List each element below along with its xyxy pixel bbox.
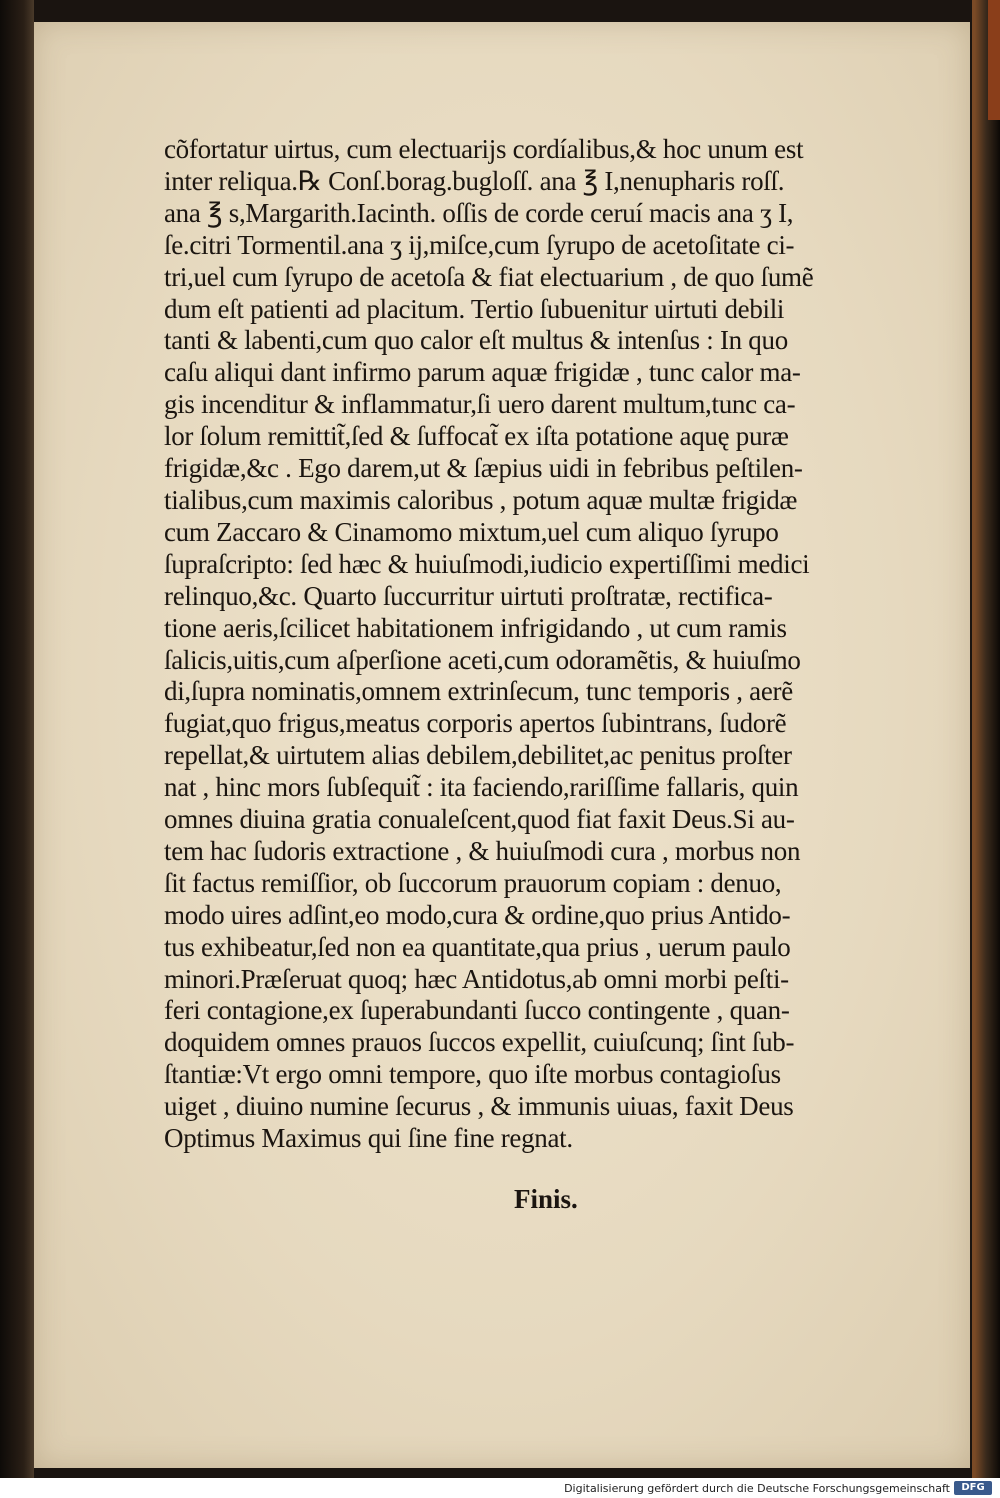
text-line: Optimus Maximus qui ſine fine regnat.: [164, 1123, 573, 1154]
text-line: minori.Præſeruat quoq; hæc Antidotus,ab omni morbi peſti-: [164, 963, 789, 994]
text-line: uiget , diuino numine ſecurus , & immunis uiuas, faxit Deus: [164, 1091, 794, 1122]
text-line: relinquo,&c. Quarto ſuccurritur uirtuti proſtratæ, rectifica-: [164, 580, 773, 611]
text-line: ſe.citri Tormentil.ana ʒ ij,miſce,cum ſyrupo de acetoſitate ci-: [164, 229, 795, 260]
text-line: ana ℥ s,Margarith.Iacinth. oſſis de corde ceruí macis ana ʒ I,: [164, 197, 794, 228]
text-line: modo uires adſint,eo modo,cura & ordine,quo prius Antido-: [164, 899, 791, 930]
text-line: inter reliqua.℞ Conſ.borag.bugloſſ. ana ℥ I,nenupharis roſſ.: [164, 165, 785, 196]
text-line: tem hac ſudoris extractione , & huiuſmodi cura , morbus non: [164, 835, 801, 866]
text-line: omnes diuina gratia conualeſcent,quod fiat faxit Deus.Si au-: [164, 804, 795, 835]
text-line: di,ſupra nominatis,omnem extrinſecum, tunc temporis , aerẽ: [164, 676, 793, 707]
text-line: tialibus,cum maximis caloribus , potum aquæ multæ frigidæ: [164, 484, 798, 515]
text-line: feri contagione,ex ſuperabundanti ſucco contingente , quan-: [164, 995, 790, 1026]
text-line: cõfortatur uirtus, cum electuarijs cordíalibus,& hoc unum est: [164, 134, 804, 164]
book-page: [34, 22, 970, 1468]
text-line: ſit factus remiſſior, ob ſuccorum prauorum copiam : denuo,: [164, 867, 782, 898]
text-line: tus exhibeatur,ſed non ea quantitate,qua prius , uerum paulo: [164, 931, 791, 962]
text-line: nat , hinc mors ſubſequit̃ : ita faciendo,rariſſime fallaris, quin: [164, 772, 799, 803]
text-line: ſtantiæ:Vt ergo omni tempore, quo iſte morbus contagioſus: [164, 1059, 781, 1090]
text-line: lor ſolum remittit̃,ſed & ſuffocat̃ ex iſta potatione aquę puræ: [164, 421, 789, 452]
dfg-logo: DFG: [954, 1481, 992, 1495]
text-line: tanti & labenti,cum quo calor eſt multus & intenſus : In quo: [164, 325, 788, 356]
footer-bar: [0, 1478, 1000, 1498]
text-line: cum Zaccaro & Cinamomo mixtum,uel cum aliquo ſyrupo: [164, 516, 779, 547]
text-line: caſu aliqui dant infirmo parum aquæ frigidæ , tunc calor ma-: [164, 357, 801, 388]
scan-border-left: [0, 0, 34, 1478]
text-line: tione aeris,ſcilicet habitationem infrigidando , ut cum ramis: [164, 612, 787, 643]
text-line: ſupraſcripto: ſed hæc & huiuſmodi,iudicio expertiſſimi medici: [164, 548, 810, 579]
book-cover-edge: [988, 0, 1000, 120]
text-line: dum eſt patienti ad placitum. Tertio ſubuenitur uirtuti debili: [164, 293, 785, 324]
text-line: repellat,& uirtutem alias debilem,debilitet,ac penitus proſter: [164, 740, 792, 771]
text-line: gis incenditur & inflammatur,ſi uero darent multum,tunc ca-: [164, 389, 796, 420]
text-line: fugiat,quo frigus,meatus corporis apertos ſubintrans, ſudorẽ: [164, 708, 787, 739]
scan-border-right: [972, 0, 1000, 1478]
text-line: frigidæ,&c . Ego darem,ut & ſæpius uidi in febribus peſtilen-: [164, 453, 803, 484]
finis-heading: Finis.: [514, 1184, 578, 1214]
text-line: doquidem omnes prauos ſuccos expellit, cuiuſcunq; ſint ſub-: [164, 1027, 795, 1058]
funding-credit: Digitalisierung gefördert durch die Deutsche Forschungsgemeinschaft: [564, 1482, 950, 1495]
text-line: ſalicis,uitis,cum aſperſione aceti,cum odoramẽtis, & huiuſmo: [164, 644, 801, 675]
text-line: tri,uel cum ſyrupo de acetoſa & fiat electuarium , de quo ſumẽ: [164, 261, 814, 292]
body-text: [164, 134, 944, 1155]
